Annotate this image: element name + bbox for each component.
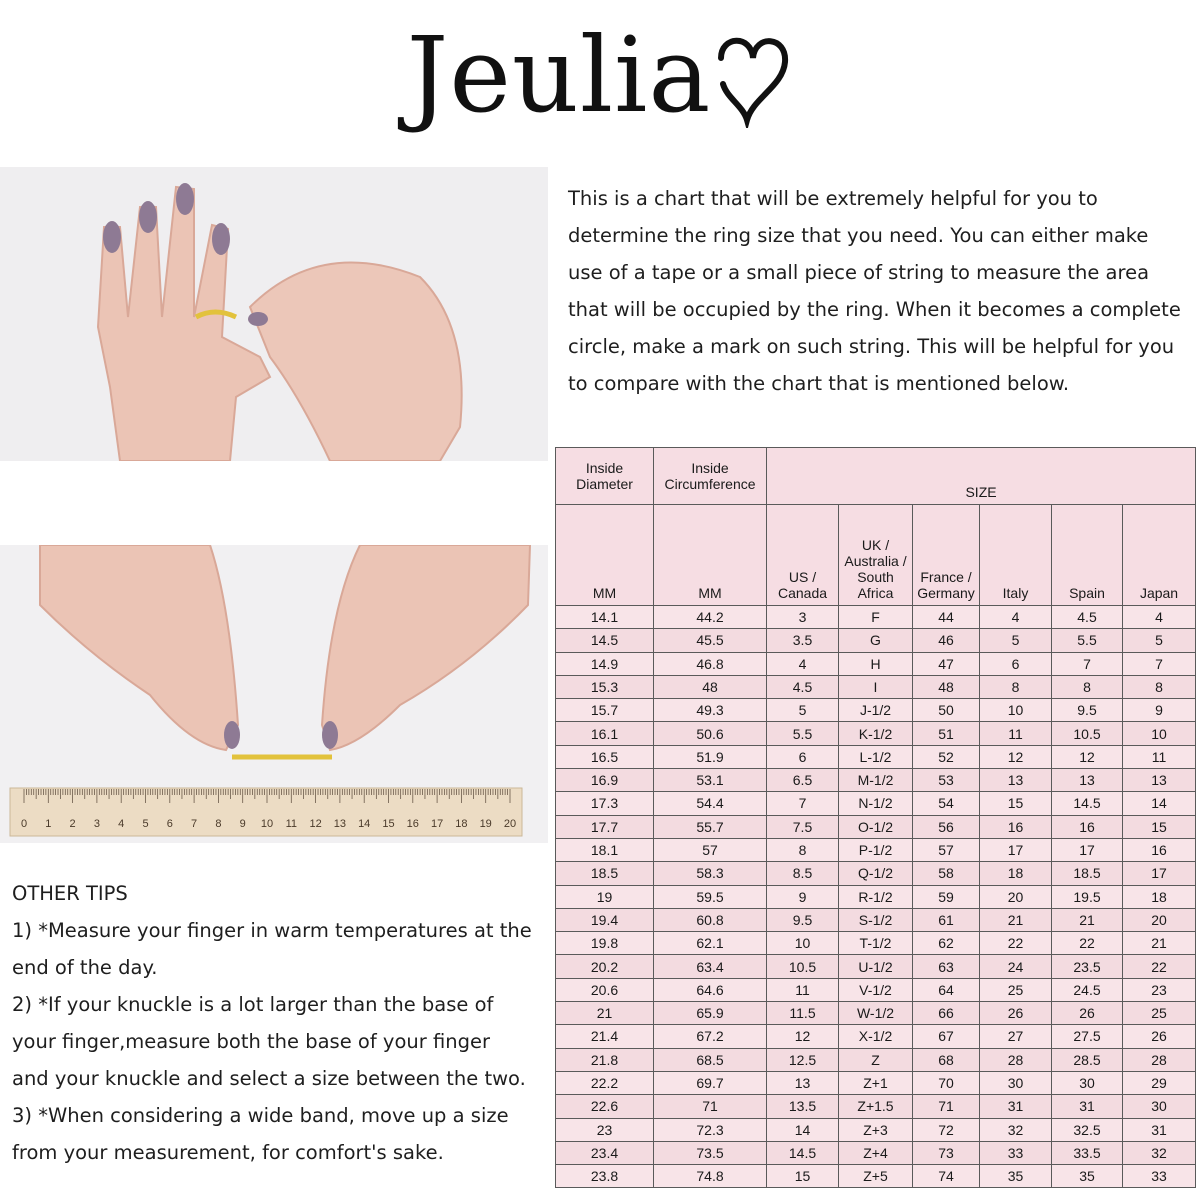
table-cell: M-1/2 — [839, 769, 913, 792]
tip-item-2: 2) *If your knuckle is a lot larger than the base of your finger,measure both the base of your finger and your knuckle and select a size between the two. — [12, 993, 526, 1090]
table-row — [556, 885, 1196, 908]
table-cell: 63.4 — [654, 955, 767, 978]
table-cell: 16 — [1123, 838, 1196, 861]
table-cell: 6 — [980, 652, 1052, 675]
table-cell: Z+5 — [839, 1165, 913, 1188]
table-cell: 14.9 — [556, 652, 654, 675]
ruler-label: 8 — [215, 818, 222, 830]
table-cell: 21.8 — [556, 1048, 654, 1071]
intro-paragraph: This is a chart that will be extremely helpful for you to determine the ring size that you need. You can either make use of a tape or a small piece of string to measure the area that will be occupied by the ring. When it becomes a complete circle, make a mark on such string. This will be helpful for you to compare with the chart that is mentioned below. — [568, 187, 1181, 395]
table-cell: 4.5 — [767, 675, 839, 698]
table-cell: 5 — [980, 629, 1052, 652]
table-cell: 23.8 — [556, 1165, 654, 1188]
table-cell: F — [839, 606, 913, 629]
table-row — [556, 978, 1196, 1001]
table-cell: 9.5 — [767, 908, 839, 931]
table-row — [556, 675, 1196, 698]
table-cell: 18 — [980, 862, 1052, 885]
table-cell: G — [839, 629, 913, 652]
table-cell: 32 — [980, 1118, 1052, 1141]
table-cell: 17.7 — [556, 815, 654, 838]
table-row — [556, 1165, 1196, 1188]
ruler-label: 10 — [260, 818, 274, 830]
heart-icon — [713, 28, 793, 128]
table-cell: 45.5 — [654, 629, 767, 652]
ruler-label: 13 — [333, 818, 347, 830]
table-cell: 12 — [980, 745, 1052, 768]
table-cell: 14 — [767, 1118, 839, 1141]
table-cell: 54.4 — [654, 792, 767, 815]
table-cell: Q-1/2 — [839, 862, 913, 885]
table-cell: 6 — [767, 745, 839, 768]
table-cell: 16.9 — [556, 769, 654, 792]
tip-item-1: 1) *Measure your finger in warm temperatures at the end of the day. — [12, 919, 532, 979]
table-cell: 20.6 — [556, 978, 654, 1001]
table-cell: 28 — [1123, 1048, 1196, 1071]
table-cell: 10.5 — [767, 955, 839, 978]
table-row — [556, 1025, 1196, 1048]
table-cell: 72.3 — [654, 1118, 767, 1141]
table-cell: 59.5 — [654, 885, 767, 908]
table-cell: 64.6 — [654, 978, 767, 1001]
table-cell: 19 — [556, 885, 654, 908]
table-row — [556, 629, 1196, 652]
table-cell: 71 — [654, 1095, 767, 1118]
table-cell: 3.5 — [767, 629, 839, 652]
table-cell: 57 — [654, 838, 767, 861]
table-cell: 8 — [767, 838, 839, 861]
ruler-label: 18 — [455, 818, 468, 830]
table-cell: 5 — [1123, 629, 1196, 652]
ruler-label: 7 — [191, 818, 198, 830]
table-cell: R-1/2 — [839, 885, 913, 908]
ruler-label: 12 — [309, 818, 322, 830]
table-cell: 23.5 — [1052, 955, 1123, 978]
table-row — [556, 769, 1196, 792]
table-row — [556, 1071, 1196, 1094]
table-cell: 9 — [767, 885, 839, 908]
table-cell: W-1/2 — [839, 1002, 913, 1025]
table-cell: 20.2 — [556, 955, 654, 978]
header-inside-circumference: Inside Circumference — [654, 448, 767, 505]
table-row — [556, 699, 1196, 722]
table-cell: 67 — [913, 1025, 980, 1048]
table-cell: Z+4 — [839, 1141, 913, 1164]
subheader-diameter-mm: MM — [556, 505, 654, 606]
table-row — [556, 838, 1196, 861]
table-cell: 22 — [1052, 932, 1123, 955]
table-cell: 31 — [1052, 1095, 1123, 1118]
table-cell: 10 — [1123, 722, 1196, 745]
table-cell: 22 — [980, 932, 1052, 955]
table-cell: 16.5 — [556, 745, 654, 768]
table-cell: 64 — [913, 978, 980, 1001]
table-cell: 32 — [1123, 1141, 1196, 1164]
table-cell: U-1/2 — [839, 955, 913, 978]
table-cell: 23 — [556, 1118, 654, 1141]
table-cell: 62.1 — [654, 932, 767, 955]
table-cell: 74.8 — [654, 1165, 767, 1188]
table-cell: S-1/2 — [839, 908, 913, 931]
table-cell: L-1/2 — [839, 745, 913, 768]
table-cell: 57 — [913, 838, 980, 861]
table-cell: 33 — [980, 1141, 1052, 1164]
table-cell: 49.3 — [654, 699, 767, 722]
table-row — [556, 1141, 1196, 1164]
table-cell: 27.5 — [1052, 1025, 1123, 1048]
table-cell: 28.5 — [1052, 1048, 1123, 1071]
table-cell: 15.3 — [556, 675, 654, 698]
table-cell: 54 — [913, 792, 980, 815]
table-cell: 28 — [980, 1048, 1052, 1071]
table-cell: 55.7 — [654, 815, 767, 838]
table-cell: 21 — [1052, 908, 1123, 931]
table-cell: I — [839, 675, 913, 698]
table-cell: 13 — [980, 769, 1052, 792]
table-cell: 71 — [913, 1095, 980, 1118]
table-cell: 15 — [1123, 815, 1196, 838]
ruler-label: 6 — [166, 818, 173, 830]
ruler-label: 19 — [479, 818, 492, 830]
table-cell: 61 — [913, 908, 980, 931]
table-cell: V-1/2 — [839, 978, 913, 1001]
table-cell: 7 — [1123, 652, 1196, 675]
table-cell: 5 — [767, 699, 839, 722]
table-cell: 50.6 — [654, 722, 767, 745]
table-cell: 15.7 — [556, 699, 654, 722]
ruler-label: 5 — [142, 818, 149, 830]
table-cell: 73 — [913, 1141, 980, 1164]
table-cell: 58 — [913, 862, 980, 885]
table-row — [556, 792, 1196, 815]
table-cell: 16 — [980, 815, 1052, 838]
ruler-label: 3 — [93, 818, 100, 830]
table-cell: 26 — [1123, 1025, 1196, 1048]
table-cell: 66 — [913, 1002, 980, 1025]
table-cell: 31 — [980, 1095, 1052, 1118]
table-row — [556, 1002, 1196, 1025]
table-cell: 63 — [913, 955, 980, 978]
table-cell: 10 — [980, 699, 1052, 722]
table-row — [556, 932, 1196, 955]
table-row — [556, 1048, 1196, 1071]
table-cell: 18.5 — [556, 862, 654, 885]
table-cell: 47 — [913, 652, 980, 675]
ruler-label: 9 — [239, 818, 246, 830]
subheader-uk-australia: UK / Australia / South Africa — [839, 505, 913, 606]
table-cell: 19.4 — [556, 908, 654, 931]
hand-ring-photo — [0, 167, 548, 461]
table-row — [556, 652, 1196, 675]
table-cell: 74 — [913, 1165, 980, 1188]
table-cell: 51.9 — [654, 745, 767, 768]
table-cell: 32.5 — [1052, 1118, 1123, 1141]
table-cell: 53.1 — [654, 769, 767, 792]
table-cell: J-1/2 — [839, 699, 913, 722]
subheader-france-germany: France / Germany — [913, 505, 980, 606]
subheader-spain: Spain — [1052, 505, 1123, 606]
table-cell: 18.5 — [1052, 862, 1123, 885]
table-cell: X-1/2 — [839, 1025, 913, 1048]
table-cell: 33.5 — [1052, 1141, 1123, 1164]
table-cell: 19.8 — [556, 932, 654, 955]
table-cell: 35 — [1052, 1165, 1123, 1188]
table-cell: 12 — [767, 1025, 839, 1048]
table-cell: 20 — [1123, 908, 1196, 931]
table-cell: 50 — [913, 699, 980, 722]
table-cell: 5.5 — [767, 722, 839, 745]
table-cell: O-1/2 — [839, 815, 913, 838]
table-cell: 48 — [654, 675, 767, 698]
table-cell: 4.5 — [1052, 606, 1123, 629]
subheader-us-canada: US / Canada — [767, 505, 839, 606]
table-row — [556, 1095, 1196, 1118]
table-cell: K-1/2 — [839, 722, 913, 745]
table-cell: 20 — [980, 885, 1052, 908]
header-size: SIZE — [767, 448, 1196, 505]
tips-section — [12, 875, 532, 1171]
table-cell: 10 — [767, 932, 839, 955]
table-cell: 69.7 — [654, 1071, 767, 1094]
table-cell: 17 — [1052, 838, 1123, 861]
table-cell: 70 — [913, 1071, 980, 1094]
table-cell: 17.3 — [556, 792, 654, 815]
table-cell: 60.8 — [654, 908, 767, 931]
table-cell: Z+1.5 — [839, 1095, 913, 1118]
table-cell: 67.2 — [654, 1025, 767, 1048]
table-cell: 21 — [556, 1002, 654, 1025]
table-cell: 65.9 — [654, 1002, 767, 1025]
table-cell: N-1/2 — [839, 792, 913, 815]
ruler-label: 14 — [358, 818, 371, 830]
subheader-italy: Italy — [980, 505, 1052, 606]
table-cell: 5.5 — [1052, 629, 1123, 652]
table-cell: Z — [839, 1048, 913, 1071]
table-row — [556, 1118, 1196, 1141]
table-cell: 11 — [1123, 745, 1196, 768]
table-cell: 26 — [980, 1002, 1052, 1025]
table-cell: 14.5 — [1052, 792, 1123, 815]
ruler-label: 15 — [382, 818, 395, 830]
table-cell: 44.2 — [654, 606, 767, 629]
table-row — [556, 745, 1196, 768]
table-row — [556, 815, 1196, 838]
table-cell: 16 — [1052, 815, 1123, 838]
table-cell: 6.5 — [767, 769, 839, 792]
tips-heading: OTHER TIPS — [12, 882, 128, 905]
string-ruler-illustration — [0, 545, 548, 843]
table-cell: 13 — [767, 1071, 839, 1094]
table-cell: 15 — [980, 792, 1052, 815]
table-cell: 44 — [913, 606, 980, 629]
ruler-label: 2 — [69, 818, 76, 830]
table-cell: P-1/2 — [839, 838, 913, 861]
table-cell: 46 — [913, 629, 980, 652]
table-cell: 13.5 — [767, 1095, 839, 1118]
table-cell: 22 — [1123, 955, 1196, 978]
table-cell: 7 — [1052, 652, 1123, 675]
subheader-japan: Japan — [1123, 505, 1196, 606]
ring-size-chart — [555, 447, 1196, 1188]
table-cell: 26 — [1052, 1002, 1123, 1025]
table-cell: 48 — [913, 675, 980, 698]
table-row — [556, 955, 1196, 978]
string-ruler-photo — [0, 545, 548, 843]
table-cell: 51 — [913, 722, 980, 745]
table-cell: 30 — [1052, 1071, 1123, 1094]
subheader-circumference-mm: MM — [654, 505, 767, 606]
table-cell: 17 — [980, 838, 1052, 861]
table-cell: 7.5 — [767, 815, 839, 838]
table-cell: 14.1 — [556, 606, 654, 629]
table-row — [556, 722, 1196, 745]
ruler-label: 16 — [406, 818, 419, 830]
table-cell: 21 — [1123, 932, 1196, 955]
table-cell: H — [839, 652, 913, 675]
ruler-label: 4 — [118, 818, 125, 830]
table-cell: 62 — [913, 932, 980, 955]
ruler-label: 11 — [285, 818, 298, 830]
table-cell: 11.5 — [767, 1002, 839, 1025]
table-cell: 59 — [913, 885, 980, 908]
hand-illustration — [0, 167, 548, 461]
table-cell: 68.5 — [654, 1048, 767, 1071]
table-cell: 7 — [767, 792, 839, 815]
table-cell: 58.3 — [654, 862, 767, 885]
table-cell: 8 — [1052, 675, 1123, 698]
table-cell: 14.5 — [767, 1141, 839, 1164]
table-cell: 30 — [980, 1071, 1052, 1094]
table-cell: 4 — [767, 652, 839, 675]
table-cell: 21 — [980, 908, 1052, 931]
table-cell: 23 — [1123, 978, 1196, 1001]
ruler-label: 20 — [503, 818, 517, 830]
tip-item-3: 3) *When considering a wide band, move up a size from your measurement, for comfort's sake. — [12, 1104, 509, 1164]
table-cell: 14.5 — [556, 629, 654, 652]
header-inside-diameter: Inside Diameter — [556, 448, 654, 505]
table-cell: 68 — [913, 1048, 980, 1071]
table-cell: 46.8 — [654, 652, 767, 675]
table-row — [556, 862, 1196, 885]
ruler-label: 17 — [430, 818, 444, 830]
table-cell: 56 — [913, 815, 980, 838]
table-cell: T-1/2 — [839, 932, 913, 955]
table-cell: 16.1 — [556, 722, 654, 745]
table-cell: 14 — [1123, 792, 1196, 815]
table-cell: 18.1 — [556, 838, 654, 861]
table-cell: 13 — [1052, 769, 1123, 792]
table-cell: 53 — [913, 769, 980, 792]
logo-text: Jeulia — [406, 14, 712, 136]
table-cell: 35 — [980, 1165, 1052, 1188]
table-cell: 11 — [767, 978, 839, 1001]
table-cell: 17 — [1123, 862, 1196, 885]
brand-logo — [0, 10, 1200, 140]
table-cell: 18 — [1123, 885, 1196, 908]
table-cell: 11 — [980, 722, 1052, 745]
table-cell: Z+3 — [839, 1118, 913, 1141]
ruler-label: 1 — [45, 818, 52, 830]
table-cell: 24.5 — [1052, 978, 1123, 1001]
table-cell: 8.5 — [767, 862, 839, 885]
table-cell: 15 — [767, 1165, 839, 1188]
table-cell: 30 — [1123, 1095, 1196, 1118]
table-cell: 29 — [1123, 1071, 1196, 1094]
table-cell: 72 — [913, 1118, 980, 1141]
table-cell: 31 — [1123, 1118, 1196, 1141]
table-cell: 4 — [980, 606, 1052, 629]
table-cell: 22.2 — [556, 1071, 654, 1094]
table-cell: 9 — [1123, 699, 1196, 722]
table-cell: 22.6 — [556, 1095, 654, 1118]
table-cell: 4 — [1123, 606, 1196, 629]
table-row — [556, 606, 1196, 629]
table-cell: 3 — [767, 606, 839, 629]
table-cell: 19.5 — [1052, 885, 1123, 908]
table-cell: 10.5 — [1052, 722, 1123, 745]
table-cell: 21.4 — [556, 1025, 654, 1048]
table-cell: 9.5 — [1052, 699, 1123, 722]
table-cell: 12 — [1052, 745, 1123, 768]
table-cell: 73.5 — [654, 1141, 767, 1164]
ruler-label: 0 — [20, 818, 28, 830]
table-cell: 33 — [1123, 1165, 1196, 1188]
table-cell: 52 — [913, 745, 980, 768]
table-cell: 25 — [1123, 1002, 1196, 1025]
table-cell: 12.5 — [767, 1048, 839, 1071]
table-cell: 24 — [980, 955, 1052, 978]
table-cell: 13 — [1123, 769, 1196, 792]
table-cell: 25 — [980, 978, 1052, 1001]
table-cell: Z+1 — [839, 1071, 913, 1094]
table-cell: 8 — [980, 675, 1052, 698]
table-cell: 8 — [1123, 675, 1196, 698]
table-cell: 23.4 — [556, 1141, 654, 1164]
table-cell: 27 — [980, 1025, 1052, 1048]
table-row — [556, 908, 1196, 931]
